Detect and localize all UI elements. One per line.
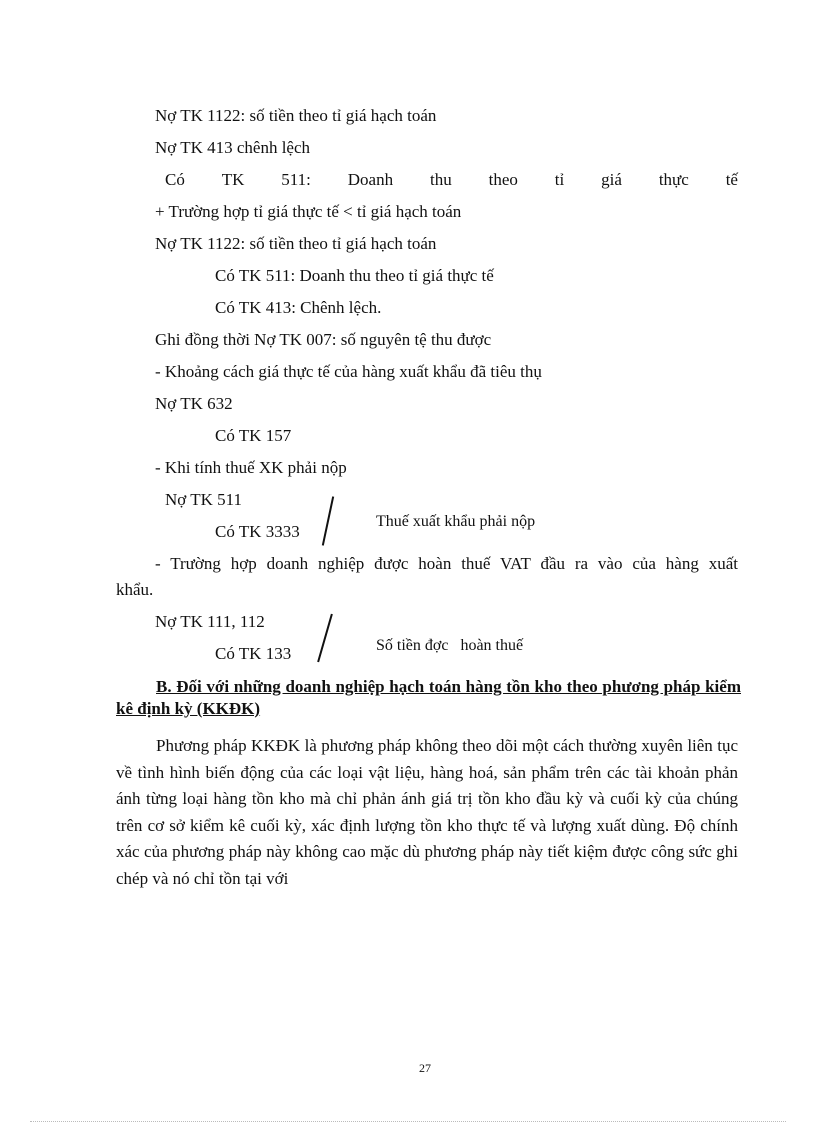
entry-credit-413: Có TK 413: Chênh lệch. [215, 298, 382, 317]
bullet-vat-refund: - Trường hợp doanh nghiệp được hoàn thuế VAT đầu ra vào của hàng xuất [155, 554, 738, 573]
entry-debit-111-112: Nợ TK 111, 112 [155, 612, 265, 631]
word: thực [658, 170, 689, 189]
entry-debit-632: Nợ TK 632 [155, 394, 233, 413]
case-heading-rate: + Trường hợp tỉ giá thực tế < tỉ giá hạch toán [155, 202, 462, 221]
entry-credit-133: Có TK 133 [215, 644, 292, 663]
word: 511: [281, 170, 311, 189]
entry-credit-157: Có TK 157 [215, 426, 292, 445]
bullet-cost-of-exports: - Khoảng cách giá thực tế của hàng xuất khẩu đã tiêu thụ [155, 362, 542, 381]
note-export-tax: Thuế xuất khẩu phải nộp [376, 513, 536, 530]
slash-divider [317, 614, 333, 663]
word: Doanh [347, 170, 394, 189]
word: tế [725, 170, 738, 189]
entry-debit-413: Nợ TK 413 chênh lệch [155, 138, 311, 157]
word: theo [488, 170, 518, 189]
entry-debit-1122-b: Nợ TK 1122: số tiền theo tỉ giá hạch toán [155, 234, 437, 253]
footer-divider [30, 1121, 786, 1122]
bullet-vat-refund-cont: khẩu. [116, 580, 154, 599]
note-vat-refund: Số tiền đợc hoàn thuế [376, 637, 524, 654]
entry-credit-3333: Có TK 3333 [215, 522, 300, 541]
word: tỉ [554, 170, 565, 189]
section-heading-b: B. Đối với những doanh nghiệp hạch toán hàng tồn kho theo phương pháp kiểm kê định kỳ (KKĐK) [116, 677, 741, 718]
bullet-export-tax: - Khi tính thuế XK phải nộp [155, 458, 347, 477]
word: Có [165, 170, 185, 189]
entry-debit-1122: Nợ TK 1122: số tiền theo tỉ giá hạch toán [155, 106, 437, 125]
entry-credit-511-justified [165, 170, 738, 190]
slash-divider [322, 496, 334, 545]
word: TK [221, 170, 245, 189]
entry-debit-511: Nợ TK 511 [165, 490, 242, 509]
paragraph-kkdk: Phương pháp KKĐK là phương pháp không theo dõi một cách thường xuyên liên tục về tình hình biến động của các loại vật liệu, hàng hoá, sản phẩm trên các tài khoản phản ánh từng loại hàng tồn kho mà chỉ phản ánh giá trị tồn kho đầu kỳ và cuối kỳ của chúng trên cơ sở kiểm kê cuối kỳ, xác định lượng tồn kho thực tế và lượng xuất dùng. Độ chính xác của phương pháp này không cao mặc dù phương pháp này tiết kiệm được công sức ghi chép và nó chỉ tồn tại với [116, 736, 738, 888]
page-number: 27 [419, 1061, 431, 1075]
entry-credit-511-b: Có TK 511: Doanh thu theo tỉ giá thực tế [215, 266, 494, 285]
entry-debit-007: Ghi đồng thời Nợ TK 007: số nguyên tệ thu được [155, 330, 492, 349]
word: giá [601, 170, 622, 189]
word: thu [430, 170, 452, 189]
